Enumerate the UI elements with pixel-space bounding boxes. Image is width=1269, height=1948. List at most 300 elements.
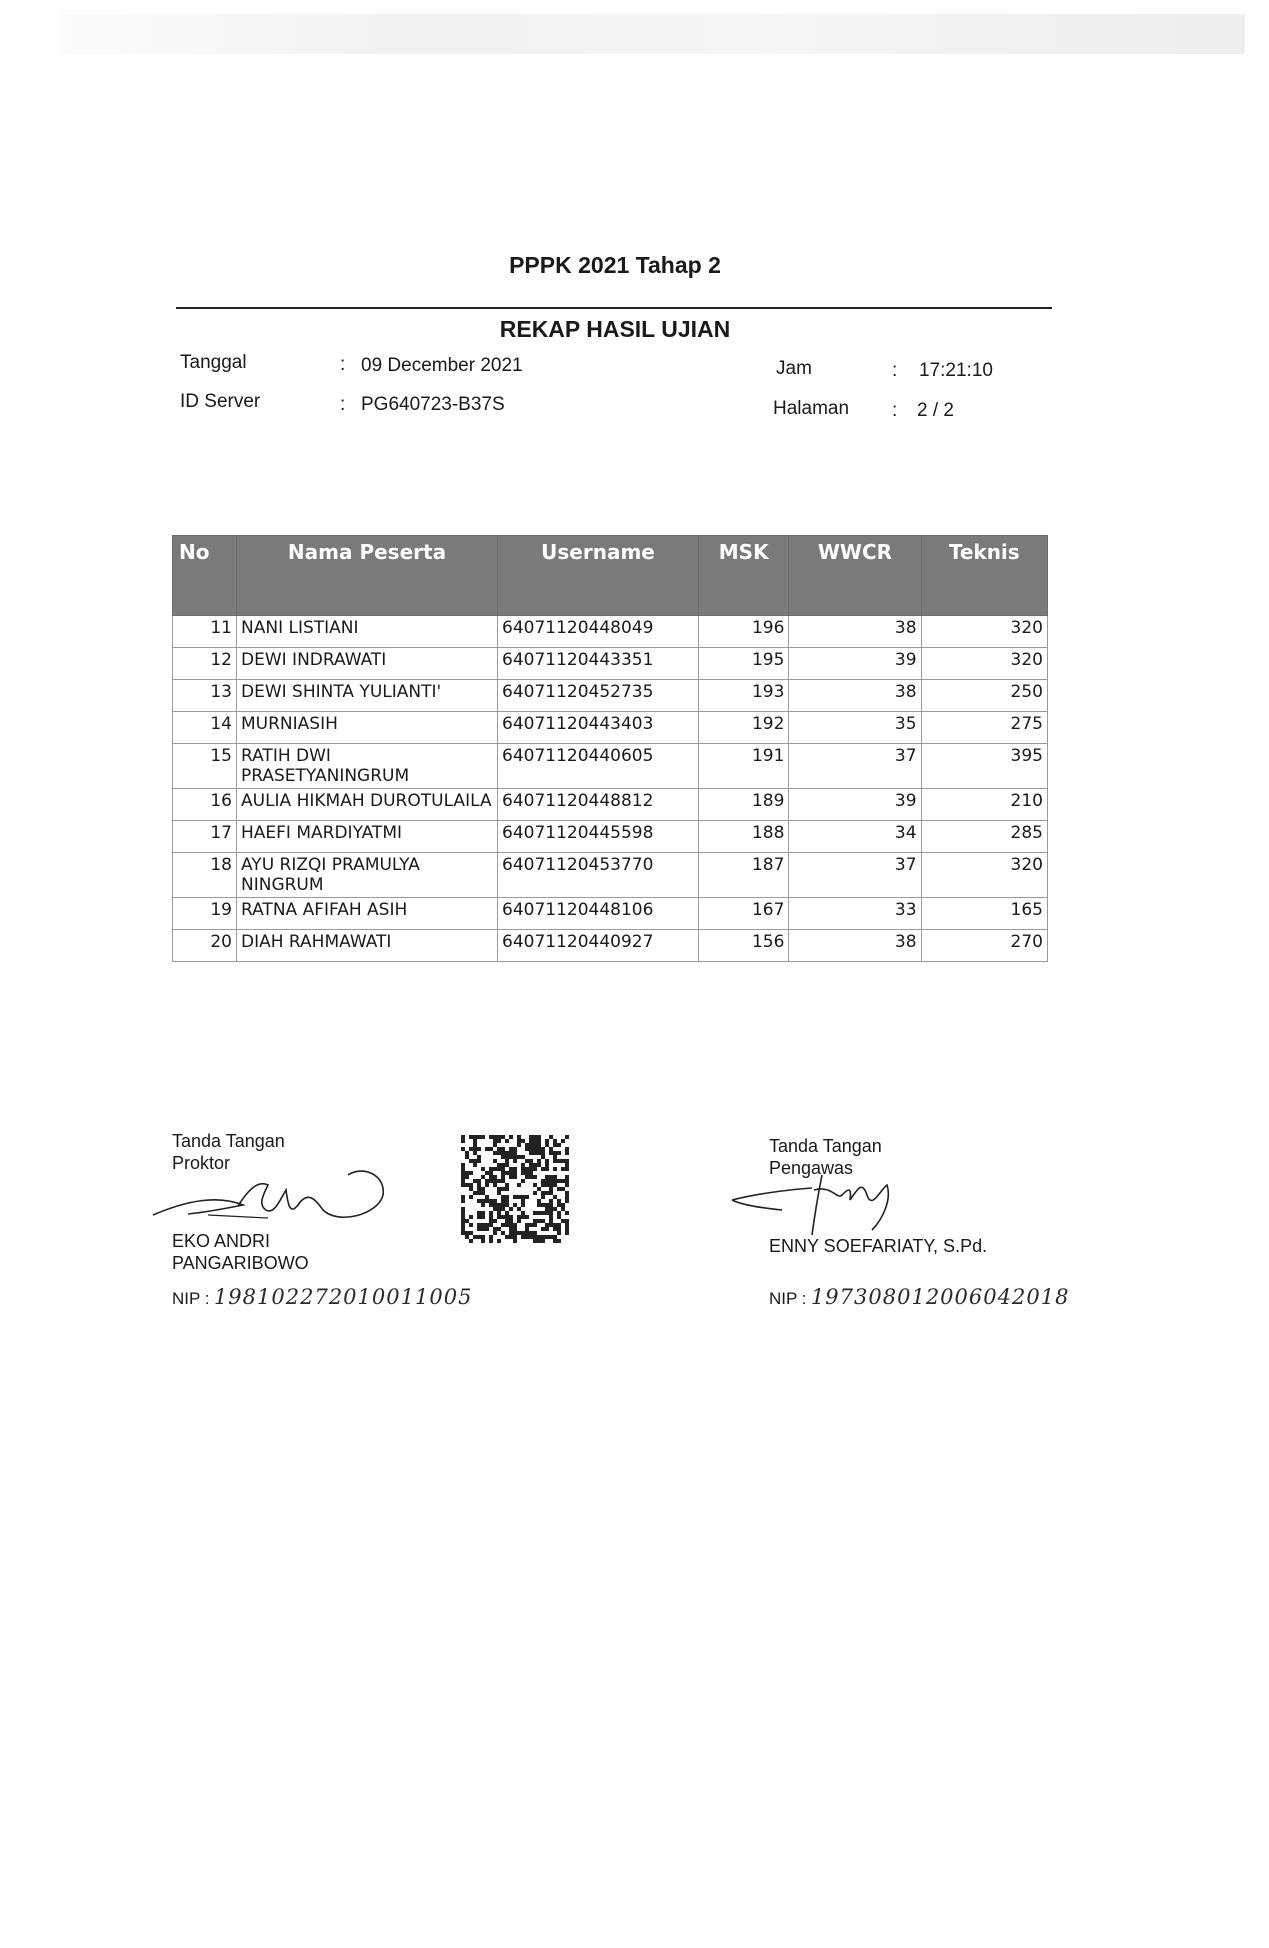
qr-module bbox=[529, 1167, 533, 1171]
qr-module bbox=[509, 1207, 513, 1211]
qr-module bbox=[481, 1203, 485, 1207]
qr-module bbox=[525, 1223, 529, 1227]
qr-module bbox=[501, 1231, 505, 1235]
qr-module bbox=[481, 1191, 485, 1195]
idserver-value: PG640723-B37S bbox=[361, 394, 505, 415]
qr-module bbox=[533, 1163, 537, 1167]
cell-msk: 195 bbox=[699, 648, 789, 680]
table-header-row bbox=[173, 536, 1048, 616]
qr-module bbox=[509, 1231, 513, 1235]
qr-module bbox=[553, 1143, 557, 1147]
qr-module bbox=[465, 1183, 469, 1187]
qr-module bbox=[533, 1175, 537, 1179]
qr-module bbox=[557, 1211, 561, 1215]
pengawas-nip-label: NIP : bbox=[769, 1289, 807, 1308]
cell-no: 20 bbox=[173, 930, 237, 962]
cell-username: 64071120448049 bbox=[498, 616, 699, 648]
qr-module bbox=[465, 1235, 469, 1239]
cell-no: 12 bbox=[173, 648, 237, 680]
qr-module bbox=[549, 1203, 553, 1207]
qr-module bbox=[501, 1223, 505, 1227]
qr-module bbox=[501, 1207, 505, 1211]
qr-module bbox=[561, 1203, 565, 1207]
qr-module bbox=[565, 1227, 569, 1231]
qr-module bbox=[473, 1151, 477, 1155]
qr-module bbox=[529, 1147, 533, 1151]
qr-module bbox=[513, 1235, 517, 1239]
cell-teknis: 275 bbox=[921, 712, 1047, 744]
qr-module bbox=[545, 1235, 549, 1239]
qr-module bbox=[481, 1135, 485, 1139]
qr-module bbox=[557, 1159, 561, 1163]
table-row bbox=[173, 680, 1048, 712]
qr-module bbox=[537, 1143, 541, 1147]
qr-module bbox=[517, 1139, 521, 1143]
qr-module bbox=[493, 1207, 497, 1211]
qr-module bbox=[541, 1147, 545, 1151]
qr-module bbox=[461, 1183, 465, 1187]
qr-module bbox=[521, 1179, 525, 1183]
qr-module bbox=[545, 1207, 549, 1211]
qr-module bbox=[565, 1195, 569, 1199]
qr-module bbox=[477, 1215, 481, 1219]
qr-module bbox=[497, 1227, 501, 1231]
qr-module bbox=[557, 1223, 561, 1227]
cell-username: 64071120445598 bbox=[498, 821, 699, 853]
qr-module bbox=[517, 1231, 521, 1235]
cell-msk: 196 bbox=[699, 616, 789, 648]
qr-module bbox=[565, 1199, 569, 1203]
qr-module bbox=[461, 1207, 465, 1211]
results-table bbox=[172, 535, 1048, 962]
qr-module bbox=[533, 1235, 537, 1239]
qr-module bbox=[533, 1239, 537, 1243]
tanggal-value: 09 December 2021 bbox=[361, 355, 523, 376]
qr-module bbox=[529, 1175, 533, 1179]
qr-module bbox=[549, 1215, 553, 1219]
qr-module bbox=[561, 1159, 565, 1163]
qr-module bbox=[557, 1231, 561, 1235]
qr-module bbox=[553, 1183, 557, 1187]
qr-module bbox=[493, 1179, 497, 1183]
qr-module bbox=[533, 1143, 537, 1147]
qr-module bbox=[537, 1203, 541, 1207]
qr-module bbox=[473, 1179, 477, 1183]
qr-module bbox=[469, 1187, 473, 1191]
qr-module bbox=[553, 1207, 557, 1211]
cell-nama: MURNIASIH bbox=[237, 712, 498, 744]
qr-module bbox=[549, 1223, 553, 1227]
qr-module bbox=[553, 1159, 557, 1163]
qr-module bbox=[545, 1159, 549, 1163]
qr-module bbox=[549, 1207, 553, 1211]
qr-module bbox=[481, 1187, 485, 1191]
qr-module bbox=[505, 1187, 509, 1191]
qr-module bbox=[549, 1147, 553, 1151]
qr-module bbox=[505, 1199, 509, 1203]
cell-teknis: 320 bbox=[921, 853, 1047, 898]
qr-module bbox=[461, 1147, 465, 1151]
qr-module bbox=[513, 1155, 517, 1159]
qr-module bbox=[505, 1195, 509, 1199]
qr-module bbox=[509, 1147, 513, 1151]
table-row bbox=[173, 898, 1048, 930]
cell-username: 64071120452735 bbox=[498, 680, 699, 712]
cell-no: 15 bbox=[173, 744, 237, 789]
qr-module bbox=[497, 1163, 501, 1167]
cell-nama: DEWI INDRAWATI bbox=[237, 648, 498, 680]
qr-module bbox=[489, 1147, 493, 1151]
qr-module bbox=[477, 1179, 481, 1183]
cell-msk: 191 bbox=[699, 744, 789, 789]
cell-msk: 188 bbox=[699, 821, 789, 853]
cell-nama: DEWI SHINTA YULIANTI' bbox=[237, 680, 498, 712]
qr-module bbox=[525, 1235, 529, 1239]
qr-module bbox=[485, 1195, 489, 1199]
qr-module bbox=[561, 1187, 565, 1191]
pengawas-nip bbox=[769, 1285, 1069, 1309]
qr-module bbox=[533, 1135, 537, 1139]
qr-module bbox=[461, 1175, 465, 1179]
qr-module bbox=[481, 1235, 485, 1239]
qr-module bbox=[553, 1223, 557, 1227]
qr-module bbox=[469, 1135, 473, 1139]
qr-module bbox=[497, 1215, 501, 1219]
col-wwcr: WWCR bbox=[789, 536, 921, 616]
qr-module bbox=[509, 1223, 513, 1227]
qr-module bbox=[537, 1135, 541, 1139]
qr-module bbox=[525, 1143, 529, 1147]
qr-module bbox=[553, 1235, 557, 1239]
qr-module bbox=[489, 1211, 493, 1215]
qr-module bbox=[477, 1227, 481, 1231]
qr-module bbox=[505, 1223, 509, 1227]
qr-module bbox=[537, 1151, 541, 1155]
table-row bbox=[173, 712, 1048, 744]
qr-module bbox=[549, 1219, 553, 1223]
pengawas-nip-value: 197308012006042018 bbox=[810, 1285, 1070, 1309]
col-nama-peserta: Nama Peserta bbox=[237, 536, 498, 616]
qr-module bbox=[557, 1203, 561, 1207]
qr-module bbox=[477, 1187, 481, 1191]
qr-module bbox=[565, 1167, 569, 1171]
qr-module bbox=[493, 1227, 497, 1231]
scan-edge-shadow bbox=[60, 14, 1245, 54]
qr-module bbox=[529, 1151, 533, 1155]
qr-module bbox=[461, 1199, 465, 1203]
qr-module bbox=[545, 1163, 549, 1167]
cell-nama: DIAH RAHMAWATI bbox=[237, 930, 498, 962]
cell-msk: 167 bbox=[699, 898, 789, 930]
qr-module bbox=[521, 1211, 525, 1215]
qr-module bbox=[545, 1139, 549, 1143]
table-row bbox=[173, 744, 1048, 789]
qr-module bbox=[505, 1215, 509, 1219]
qr-module bbox=[561, 1219, 565, 1223]
qr-module bbox=[537, 1159, 541, 1163]
cell-username: 64071120443351 bbox=[498, 648, 699, 680]
qr-module bbox=[517, 1155, 521, 1159]
cell-username: 64071120443403 bbox=[498, 712, 699, 744]
qr-module bbox=[505, 1203, 509, 1207]
qr-module bbox=[553, 1151, 557, 1155]
qr-module bbox=[525, 1227, 529, 1231]
qr-module bbox=[465, 1155, 469, 1159]
qr-module bbox=[505, 1159, 509, 1163]
qr-module bbox=[501, 1151, 505, 1155]
qr-module bbox=[537, 1139, 541, 1143]
col-teknis: Teknis bbox=[921, 536, 1047, 616]
cell-username: 64071120448106 bbox=[498, 898, 699, 930]
qr-module bbox=[525, 1231, 529, 1235]
pengawas-signature bbox=[722, 1160, 922, 1240]
table-row bbox=[173, 648, 1048, 680]
qr-module bbox=[525, 1175, 529, 1179]
qr-module bbox=[477, 1147, 481, 1151]
qr-module bbox=[477, 1191, 481, 1195]
cell-wwcr: 38 bbox=[789, 930, 921, 962]
qr-module bbox=[541, 1183, 545, 1187]
qr-module bbox=[509, 1155, 513, 1159]
qr-module bbox=[469, 1159, 473, 1163]
cell-wwcr: 37 bbox=[789, 853, 921, 898]
qr-module bbox=[565, 1211, 569, 1215]
qr-module bbox=[557, 1227, 561, 1231]
qr-module bbox=[501, 1187, 505, 1191]
qr-module bbox=[465, 1219, 469, 1223]
qr-module bbox=[485, 1223, 489, 1227]
qr-module bbox=[509, 1227, 513, 1231]
col-username: Username bbox=[498, 536, 699, 616]
cell-msk: 156 bbox=[699, 930, 789, 962]
cell-msk: 189 bbox=[699, 789, 789, 821]
qr-module bbox=[529, 1139, 533, 1143]
qr-module bbox=[513, 1147, 517, 1151]
qr-module bbox=[505, 1163, 509, 1167]
qr-module bbox=[565, 1175, 569, 1179]
proktor-nip-label: NIP : bbox=[172, 1289, 210, 1308]
qr-module bbox=[545, 1191, 549, 1195]
qr-module bbox=[565, 1231, 569, 1235]
document-subtitle: REKAP HASIL UJIAN bbox=[499, 316, 731, 342]
qr-module bbox=[533, 1211, 537, 1215]
cell-no: 14 bbox=[173, 712, 237, 744]
qr-module bbox=[541, 1211, 545, 1215]
cell-msk: 193 bbox=[699, 680, 789, 712]
qr-module bbox=[529, 1171, 533, 1175]
qr-module bbox=[525, 1167, 529, 1171]
qr-module bbox=[537, 1211, 541, 1215]
qr-module bbox=[549, 1183, 553, 1187]
qr-module bbox=[561, 1139, 565, 1143]
table-row bbox=[173, 930, 1048, 962]
tanggal-colon: : bbox=[340, 354, 346, 375]
qr-module bbox=[561, 1179, 565, 1183]
qr-module bbox=[565, 1179, 569, 1183]
qr-module bbox=[545, 1183, 549, 1187]
qr-module bbox=[477, 1235, 481, 1239]
qr-module bbox=[501, 1195, 505, 1199]
qr-module bbox=[529, 1143, 533, 1147]
qr-module bbox=[517, 1183, 521, 1187]
qr-module bbox=[481, 1223, 485, 1227]
qr-module bbox=[469, 1223, 473, 1227]
qr-module bbox=[489, 1219, 493, 1223]
qr-module bbox=[513, 1223, 517, 1227]
qr-module bbox=[501, 1175, 505, 1179]
qr-module bbox=[565, 1151, 569, 1155]
qr-module bbox=[461, 1219, 465, 1223]
qr-module bbox=[513, 1175, 517, 1179]
qr-module bbox=[477, 1135, 481, 1139]
qr-module bbox=[541, 1167, 545, 1171]
qr-module bbox=[545, 1143, 549, 1147]
qr-module bbox=[513, 1171, 517, 1175]
qr-module bbox=[561, 1167, 565, 1171]
qr-module bbox=[473, 1159, 477, 1163]
qr-module bbox=[521, 1231, 525, 1235]
qr-module bbox=[517, 1135, 521, 1139]
cell-wwcr: 35 bbox=[789, 712, 921, 744]
qr-module bbox=[541, 1219, 545, 1223]
qr-module bbox=[501, 1171, 505, 1175]
qr-module bbox=[473, 1147, 477, 1151]
qr-module bbox=[513, 1231, 517, 1235]
qr-module bbox=[513, 1195, 517, 1199]
qr-module bbox=[497, 1207, 501, 1211]
qr-module bbox=[513, 1159, 517, 1163]
qr-module bbox=[461, 1167, 465, 1171]
qr-module bbox=[501, 1167, 505, 1171]
qr-module bbox=[489, 1215, 493, 1219]
halaman-value: 2 / 2 bbox=[917, 400, 954, 421]
qr-module bbox=[489, 1223, 493, 1227]
qr-module bbox=[565, 1223, 569, 1227]
qr-module bbox=[549, 1151, 553, 1155]
cell-wwcr: 39 bbox=[789, 789, 921, 821]
qr-module bbox=[493, 1231, 497, 1235]
qr-module bbox=[513, 1227, 517, 1231]
cell-username: 64071120440605 bbox=[498, 744, 699, 789]
qr-module bbox=[489, 1199, 493, 1203]
qr-module bbox=[485, 1183, 489, 1187]
table-row bbox=[173, 821, 1048, 853]
cell-username: 64071120448812 bbox=[498, 789, 699, 821]
cell-teknis: 270 bbox=[921, 930, 1047, 962]
cell-teknis: 320 bbox=[921, 648, 1047, 680]
cell-teknis: 285 bbox=[921, 821, 1047, 853]
qr-module bbox=[557, 1151, 561, 1155]
cell-wwcr: 33 bbox=[789, 898, 921, 930]
qr-module bbox=[565, 1163, 569, 1167]
qr-module bbox=[545, 1227, 549, 1231]
qr-module bbox=[501, 1147, 505, 1151]
qr-module bbox=[517, 1207, 521, 1211]
document-title: PPPK 2021 Tahap 2 bbox=[509, 252, 721, 278]
cell-no: 18 bbox=[173, 853, 237, 898]
qr-module bbox=[501, 1155, 505, 1159]
qr-module bbox=[537, 1147, 541, 1151]
qr-module bbox=[545, 1179, 549, 1183]
cell-teknis: 395 bbox=[921, 744, 1047, 789]
qr-module bbox=[497, 1139, 501, 1143]
qr-module bbox=[465, 1231, 469, 1235]
qr-module bbox=[509, 1167, 513, 1171]
qr-module bbox=[541, 1203, 545, 1207]
qr-module bbox=[565, 1219, 569, 1223]
cell-wwcr: 38 bbox=[789, 680, 921, 712]
qr-module bbox=[469, 1231, 473, 1235]
cell-nama: RATNA AFIFAH ASIH bbox=[237, 898, 498, 930]
cell-no: 11 bbox=[173, 616, 237, 648]
cell-teknis: 320 bbox=[921, 616, 1047, 648]
qr-module bbox=[521, 1171, 525, 1175]
qr-module bbox=[505, 1219, 509, 1223]
qr-module bbox=[477, 1223, 481, 1227]
qr-module bbox=[489, 1179, 493, 1183]
qr-module bbox=[501, 1203, 505, 1207]
qr-module bbox=[541, 1239, 545, 1243]
qr-module bbox=[537, 1163, 541, 1167]
qr-module bbox=[493, 1139, 497, 1143]
qr-module bbox=[517, 1219, 521, 1223]
qr-module bbox=[493, 1199, 497, 1203]
qr-module bbox=[541, 1179, 545, 1183]
qr-module bbox=[557, 1143, 561, 1147]
qr-module bbox=[489, 1135, 493, 1139]
qr-module bbox=[553, 1239, 557, 1243]
cell-username: 64071120453770 bbox=[498, 853, 699, 898]
qr-module bbox=[461, 1231, 465, 1235]
qr-module bbox=[481, 1167, 485, 1171]
qr-module bbox=[493, 1159, 497, 1163]
qr-module bbox=[553, 1175, 557, 1179]
qr-module bbox=[493, 1151, 497, 1155]
proktor-role: Proktor bbox=[172, 1153, 231, 1173]
cell-nama: AULIA HIKMAH DUROTULAILA bbox=[237, 789, 498, 821]
qr-module bbox=[533, 1231, 537, 1235]
qr-module bbox=[529, 1135, 533, 1139]
qr-module bbox=[549, 1179, 553, 1183]
qr-module bbox=[509, 1171, 513, 1175]
qr-module bbox=[529, 1159, 533, 1163]
qr-module bbox=[541, 1195, 545, 1199]
qr-module bbox=[549, 1199, 553, 1203]
qr-module bbox=[481, 1239, 485, 1243]
jam-label: Jam bbox=[776, 358, 812, 379]
qr-module bbox=[549, 1135, 553, 1139]
qr-module bbox=[505, 1211, 509, 1215]
qr-module bbox=[517, 1195, 521, 1199]
qr-module bbox=[485, 1199, 489, 1203]
qr-module bbox=[525, 1171, 529, 1175]
cell-no: 16 bbox=[173, 789, 237, 821]
qr-module bbox=[545, 1167, 549, 1171]
cell-msk: 192 bbox=[699, 712, 789, 744]
qr-module bbox=[565, 1147, 569, 1151]
qr-module bbox=[497, 1211, 501, 1215]
qr-module bbox=[521, 1215, 525, 1219]
qr-module bbox=[529, 1231, 533, 1235]
qr-module bbox=[461, 1135, 465, 1139]
qr-module bbox=[501, 1199, 505, 1203]
qr-module bbox=[465, 1151, 469, 1155]
qr-module bbox=[509, 1235, 513, 1239]
qr-module bbox=[481, 1227, 485, 1231]
qr-module bbox=[485, 1171, 489, 1175]
pengawas-name: ENNY SOEFARIATY, S.Pd. bbox=[769, 1236, 988, 1256]
qr-module bbox=[497, 1187, 501, 1191]
